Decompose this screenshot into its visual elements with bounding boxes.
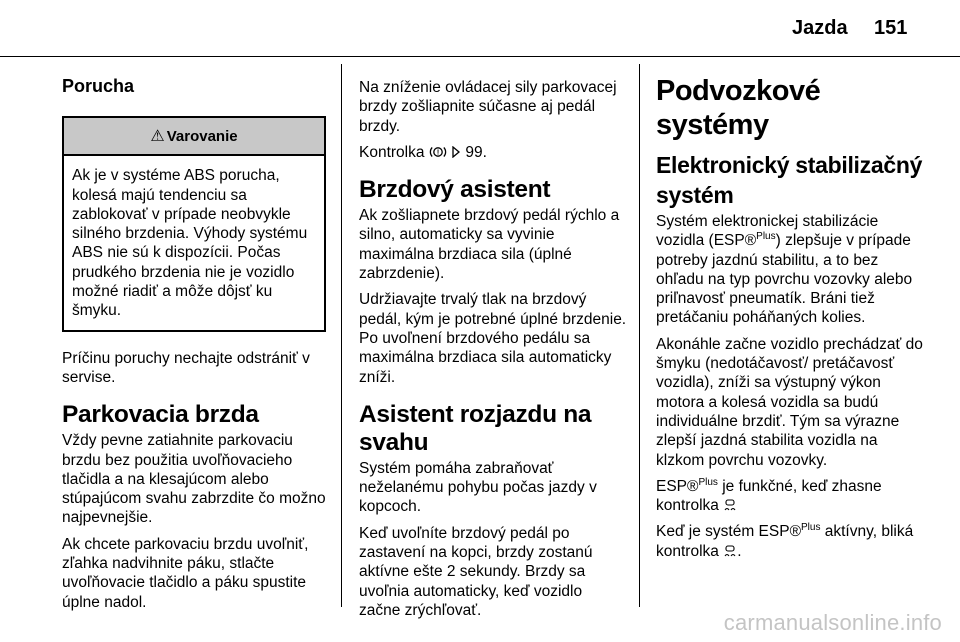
chapter-heading: Podvozkové systémy [656, 75, 821, 141]
superscript-plus: Plus [756, 231, 776, 243]
middle-column [359, 64, 627, 627]
warning-title: Varovanie [166, 127, 238, 145]
right-column [656, 64, 928, 568]
section-heading-parking-brake: Parkovacia brzda [62, 401, 259, 429]
paragraph: Ak zošliapnete brzdový pedál rýchlo a silno, automaticky sa vyvinie maximálna brzdiaca sila (úplné zabrzdenie). [359, 207, 620, 283]
inline-text: Keď je systém ESP® [656, 523, 801, 541]
header-rule [0, 56, 960, 57]
paragraph-esp-off [656, 477, 928, 516]
paragraph: Keď uvoľníte brzdový pedál po zastavení na kopci, brzdy zostanú aktívne ešte 2 sekundy. Brzdy sa uvoľnia automaticky, keď vozidlo začne zrýchľovať. [359, 524, 593, 619]
inline-text: je funkčné, keď zhasne kontrolka [656, 477, 882, 515]
warning-triangle-icon: ⚠ [150, 127, 165, 145]
paragraph: Systém pomáha zabraňovať neželanému pohybu počas jazdy v kopcoch. [359, 459, 597, 516]
page-reference[interactable]: 99. [465, 143, 487, 161]
inline-text: ESP® [656, 477, 699, 495]
inline-text: . [737, 542, 742, 560]
column-divider-1 [341, 64, 342, 607]
watermark[interactable]: carmanualsonline.info [723, 610, 942, 635]
superscript-plus: Plus [801, 522, 821, 534]
warning-text: Ak je v systéme ABS porucha, kolesá majú tendenciu sa zablokovať v prípade neobvykle silného brzdenia. Výhody systému ABS nie sú k dispozícii. Počas prudkého brzdenia nie je vozidlo možné riadiť a môže dôjsť ku šmyku. [72, 167, 308, 320]
paragraph: Akonáhle začne vozidlo prechádzať do šmyku (nedotáčavosť/ pretáčavosť vozidla), zníži sa výstupný výkon motora a kolesá vozidla sa budú individuálne brzdiť. Tým sa výrazne zlepší jazdná stabilita vozidla na klzkom povrchu vozovky. [656, 335, 923, 469]
section-heading-porucha: Porucha [62, 76, 135, 96]
left-column [62, 64, 326, 619]
inline-text: Systém elektronickej stabilizácie vozidla (ESP® [656, 213, 879, 250]
paragraph: Vždy pevne zatiahnite parkovaciu brzdu bez použitia uvoľňovacieho tlačidla a na klesajúcom alebo stúpajúcom svahu zabrzdite čo možno najpevnejšie. [62, 432, 326, 527]
brake-warning-lamp-icon [429, 145, 447, 159]
paragraph: Príčinu poruchy nechajte odstrániť v servise. [62, 349, 310, 386]
header-title: Jazda [792, 17, 848, 39]
inline-text: aktívny, bliká kontrolka [656, 523, 914, 560]
section-heading-brake-assist: Brzdový asistent [359, 176, 551, 204]
inline-text: ) zlepšuje v prípade potreby jazdnú stabilitu, a to bez ohľadu na typ povrchu vozovky alebo priľnavosť pneumatík. Bráni tiež pretáčaniu poháňaných kolies. [656, 232, 913, 327]
paragraph-brake-lamp [359, 143, 627, 162]
warning-box [62, 116, 326, 331]
paragraph: Ak chcete parkovaciu brzdu uvoľniť, zľahka nadvihnite páku, stlačte uvoľňovacie tlačidlo a páku spustite úplne nadol. [62, 535, 309, 611]
superscript-plus: Plus [698, 476, 718, 488]
subsection-heading-esp: Elektronický stabilizačný systém [656, 152, 923, 208]
svg-text:!: ! [436, 149, 439, 157]
inline-text: Kontrolka [359, 143, 425, 161]
page-reference-arrow-icon[interactable] [451, 146, 461, 158]
esp-skidding-car-icon [723, 544, 737, 558]
esp-skidding-car-icon [723, 498, 737, 512]
paragraph-esp-intro [656, 212, 928, 328]
column-divider-2 [639, 64, 640, 607]
paragraph: Na zníženie ovládacej sily parkovacej brzdy zošliapnite súčasne aj pedál brzdy. [359, 79, 617, 135]
page-number: 151 [874, 17, 908, 39]
warning-header [64, 118, 324, 156]
paragraph-esp-active [656, 522, 928, 561]
paragraph: Udržiavajte trvalý tlak na brzdový pedál, kým je potrebné úplné brzdenie. Po uvoľnení brzdového pedálu sa maximálna brzdiaca sila automaticky zníži. [359, 291, 627, 386]
section-heading-hill-start-assist: Asistent rozjazdu na svahu [359, 400, 592, 456]
